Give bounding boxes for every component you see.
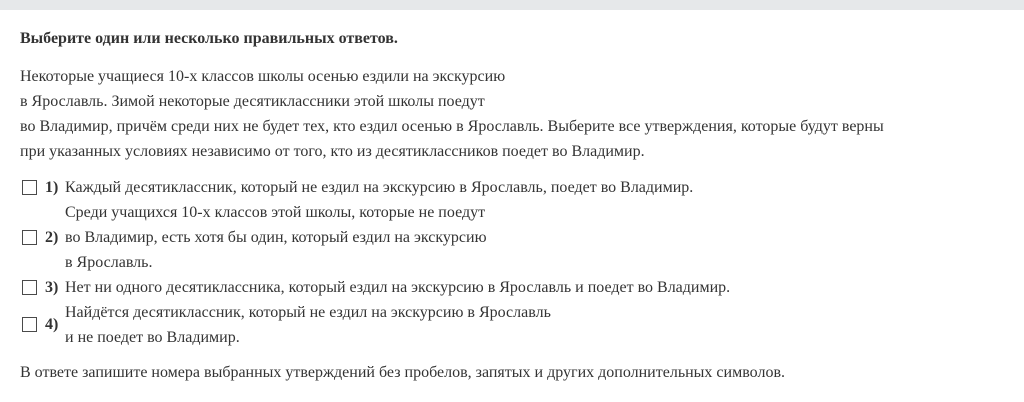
option-4-number: 4) bbox=[45, 316, 59, 333]
option-2-text bbox=[65, 200, 487, 275]
option-3-checkbox[interactable] bbox=[22, 280, 37, 295]
answer-instruction: В ответе запишите номера выбранных утверждений без пробелов, запятых и других дополнительных символов. bbox=[20, 364, 785, 381]
option-line: Среди учащихся 10-х классов этой школы, которые не поедут bbox=[65, 204, 486, 221]
problem-line: в Ярославль. Зимой некоторые десятиклассники этой школы поедут bbox=[20, 93, 485, 110]
option-4-text bbox=[65, 300, 551, 350]
option-1-text bbox=[65, 175, 693, 200]
problem-line: при указанных условиях независимо от того, кто из десятиклассников поедет во Владимир. bbox=[20, 143, 645, 160]
option-2-number: 2) bbox=[45, 229, 59, 246]
option-line: Каждый десятиклассник, который не ездил на экскурсию в Ярославль, поедет во Владимир. bbox=[65, 179, 694, 196]
option-line: в Ярославль. bbox=[65, 254, 153, 271]
instruction-text: Выберите один или несколько правильных ответов. bbox=[20, 30, 398, 47]
problem-line: Некоторые учащиеся 10-х классов школы осенью ездили на экскурсию bbox=[20, 68, 506, 85]
option-line: во Владимир, есть хотя бы один, который ездил на экскурсию bbox=[65, 229, 487, 246]
option-3-text bbox=[65, 275, 730, 300]
option-4-checkbox[interactable] bbox=[22, 317, 37, 332]
problem-statement bbox=[20, 64, 884, 164]
top-bar bbox=[0, 0, 1024, 10]
option-1-checkbox[interactable] bbox=[22, 180, 37, 195]
option-line: Найдётся десятиклассник, который не ездил на экскурсию в Ярославль bbox=[65, 304, 551, 321]
option-2-checkbox[interactable] bbox=[22, 230, 37, 245]
option-line: Нет ни одного десятиклассника, который ездил на экскурсию в Ярославль и поедет во Владимир. bbox=[65, 279, 731, 296]
problem-line: во Владимир, причём среди них не будет тех, кто ездил осенью в Ярославль. Выберите все утверждения, которые будут верны bbox=[20, 118, 884, 135]
option-1-number: 1) bbox=[45, 179, 59, 196]
option-3-number: 3) bbox=[45, 279, 59, 296]
option-line: и не поедет во Владимир. bbox=[65, 329, 240, 346]
